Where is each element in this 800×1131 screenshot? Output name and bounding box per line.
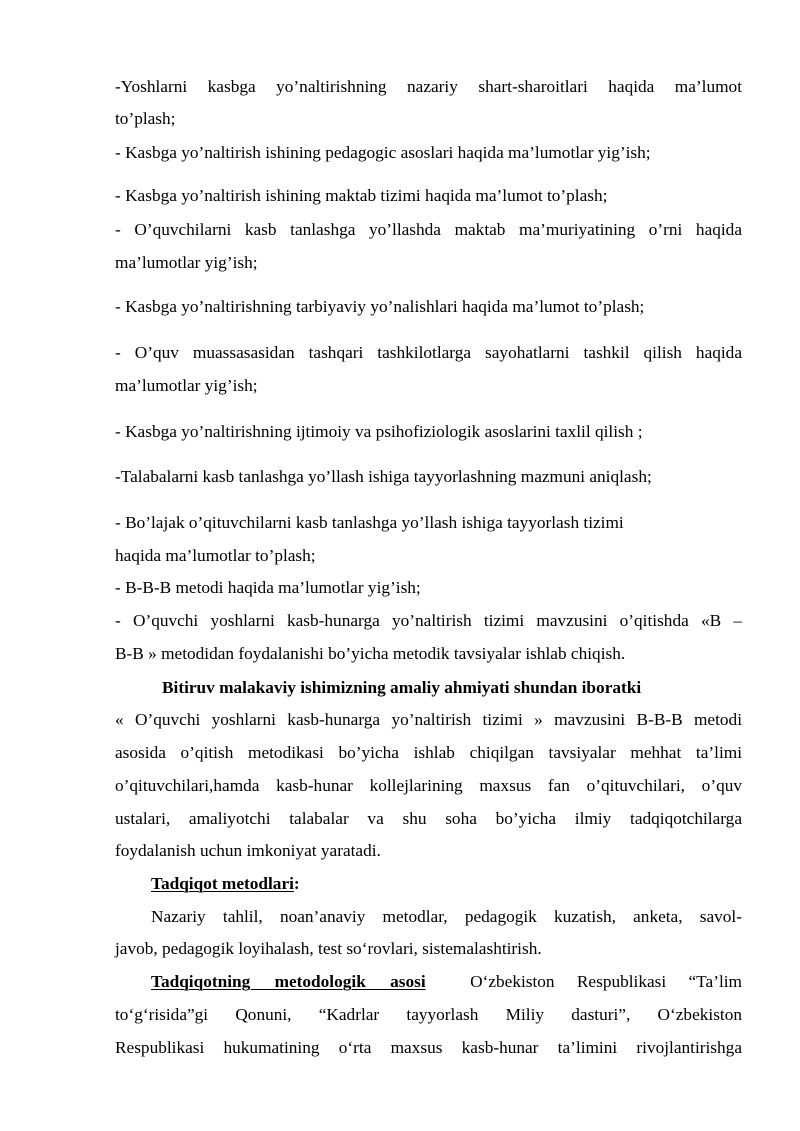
methodology-text: O‘zbekiston Respublikasi “Ta’lim	[470, 972, 742, 991]
text-line: javob, pedagogik loyihalash, test so‘rovlari, sistemalashtirish.	[115, 939, 542, 958]
text-line: « O’quvchi yoshlarni kasb-hunarga yo’naltirish tizimi » mavzusini B-B-B metodi	[115, 710, 742, 729]
text-line: - O’quvchi yoshlarni kasb-hunarga yo’naltirish tizimi mavzusini o’qitishda «B –	[115, 611, 742, 630]
text-line: -Yoshlarni kasbga yo’naltirishning nazariy shart-sharoitlari haqida ma’lumot	[115, 77, 742, 96]
text-line: to’plash;	[115, 109, 176, 128]
text-line: asosida o’qitish metodikasi bo’yicha ishlab chiqilgan tavsiyalar mehhat ta’limi	[115, 743, 742, 762]
text-line: Nazariy tahlil, noan’anaviy metodlar, pedagogik kuzatish, anketa, savol-	[151, 907, 742, 926]
text-line: o’qituvchilari,hamda kasb-hunar kollejlarining maxsus fan o’qituvchilari, o’quv	[115, 776, 742, 795]
text-line: - Kasbga yo’naltirishning tarbiyaviy yo’nalishlari haqida ma’lumot to’plash;	[115, 297, 645, 316]
methods-heading-colon: :	[293, 874, 300, 893]
methodology-heading: Tadqiqotning metodologik asosi	[151, 972, 426, 991]
text-line: haqida ma’lumotlar to’plash;	[115, 546, 316, 565]
text-line: - Kasbga yo’naltirish ishining pedagogic asoslari haqida ma’lumotlar yig’ish;	[115, 143, 651, 162]
text-line: - Kasbga yo’naltirish ishining maktab tizimi haqida ma’lumot to’plash;	[115, 186, 608, 205]
text-line: Respublikasi hukumatining o‘rta maxsus kasb-hunar ta’limini rivojlantirishga	[115, 1038, 742, 1057]
text-line: - Bo’lajak o’qituvchilarni kasb tanlashga yo’llash ishiga tayyorlash tizimi	[115, 513, 624, 532]
methods-heading-label: Tadqiqot metodlari	[151, 874, 294, 893]
text-line: - O’quv muassasasidan tashqari tashkilotlarga sayohatlarni tashkil qilish haqida	[115, 343, 742, 362]
text-line: foydalanish uchun imkoniyat yaratadi.	[115, 841, 381, 860]
text-line: -Talabalarni kasb tanlashga yo’llash ishiga tayyorlashning mazmuni aniqlash;	[115, 467, 652, 486]
text-line: ustalari, amaliyotchi talabalar va shu soha bo’yicha ilmiy tadqiqotchilarga	[115, 809, 742, 828]
text-line: B-B » metodidan foydalanishi bo’yicha metodik tavsiyalar ishlab chiqish.	[115, 644, 626, 663]
text-line: - O’quvchilarni kasb tanlashga yo’llashda maktab ma’muriyatining o’rni haqida	[115, 220, 742, 239]
methodology-line	[151, 971, 742, 993]
text-line: to‘g‘risida”gi Qonuni, “Kadrlar tayyorlash Miliy dasturi”, O‘zbekiston	[115, 1005, 742, 1024]
text-line: ma’lumotlar yig’ish;	[115, 253, 258, 272]
text-line: - Kasbga yo’naltirishning ijtimoiy va psihofiziologik asoslarini taxlil qilish ;	[115, 422, 643, 441]
text-line: - B-B-B metodi haqida ma’lumotlar yig’ish;	[115, 578, 421, 597]
section-heading-methods	[151, 873, 741, 895]
text-line: ma’lumotlar yig’ish;	[115, 376, 258, 395]
section-heading: Bitiruv malakaviy ishimizning amaliy ahmiyati shundan iboratki	[162, 678, 642, 697]
